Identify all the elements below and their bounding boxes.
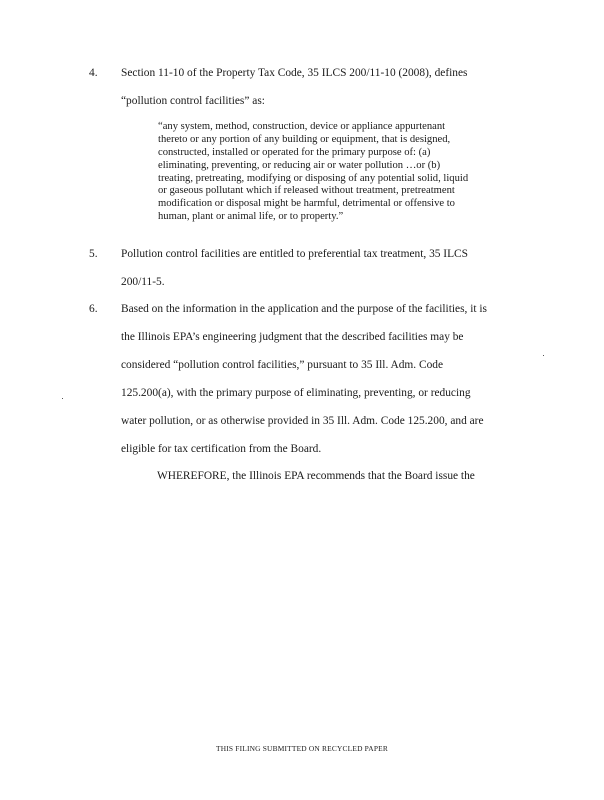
paragraph-4-number: 4. (89, 67, 98, 79)
paragraph-4-line-2: “pollution control facilities” as: (121, 95, 265, 107)
paragraph-6-number: 6. (89, 303, 98, 315)
quote-line: thereto or any portion of any building or equipment, that is designed, (158, 133, 451, 145)
paragraph-6-line: considered “pollution control facilities,” pursuant to 35 Ill. Adm. Code (121, 359, 444, 371)
paragraph-6-line: the Illinois EPA’s engineering judgment that the described facilities may be (121, 331, 464, 343)
recycled-paper-footer: THIS FILING SUBMITTED ON RECYCLED PAPER (216, 744, 388, 753)
quote-line: modification or disposal might be harmful, detrimental or offensive to (158, 198, 455, 210)
quote-line: or gaseous pollutant which if released without treatment, pretreatment (158, 185, 455, 197)
quote-line: “any system, method, construction, device or appliance appurtenant (158, 121, 446, 132)
quote-line: eliminating, preventing, or reducing air or water pollution …or (b) (158, 159, 441, 171)
paragraph-6-line: 125.200(a), with the primary purpose of eliminating, preventing, or reducing (121, 387, 471, 399)
paragraph-5-number: 5. (89, 248, 98, 260)
paragraph-6-line: Based on the information in the application and the purpose of the facilities, it is (121, 303, 487, 315)
statutory-quote-block (158, 121, 518, 224)
paragraph-4-line-1: Section 11-10 of the Property Tax Code, 35 ILCS 200/11-10 (2008), defines (121, 67, 468, 79)
paragraph-5-line-1: Pollution control facilities are entitled to preferential tax treatment, 35 ILCS (121, 248, 468, 260)
quote-line: treating, pretreating, modifying or disposing of any potential solid, liquid (158, 172, 469, 184)
paragraph-5-line-2: 200/11-5. (121, 276, 165, 288)
quote-line: human, plant or animal life, or to property.” (158, 211, 344, 223)
wherefore-clause: WHEREFORE, the Illinois EPA recommends that the Board issue the (157, 470, 475, 482)
paragraph-6-line: eligible for tax certification from the Board. (121, 443, 322, 455)
scan-speck (543, 355, 544, 356)
quote-line: constructed, installed or operated for the primary purpose of: (a) (158, 146, 431, 158)
scan-speck (62, 398, 63, 399)
paragraph-6-line: water pollution, or as otherwise provided in 35 Ill. Adm. Code 125.200, and are (121, 415, 484, 427)
